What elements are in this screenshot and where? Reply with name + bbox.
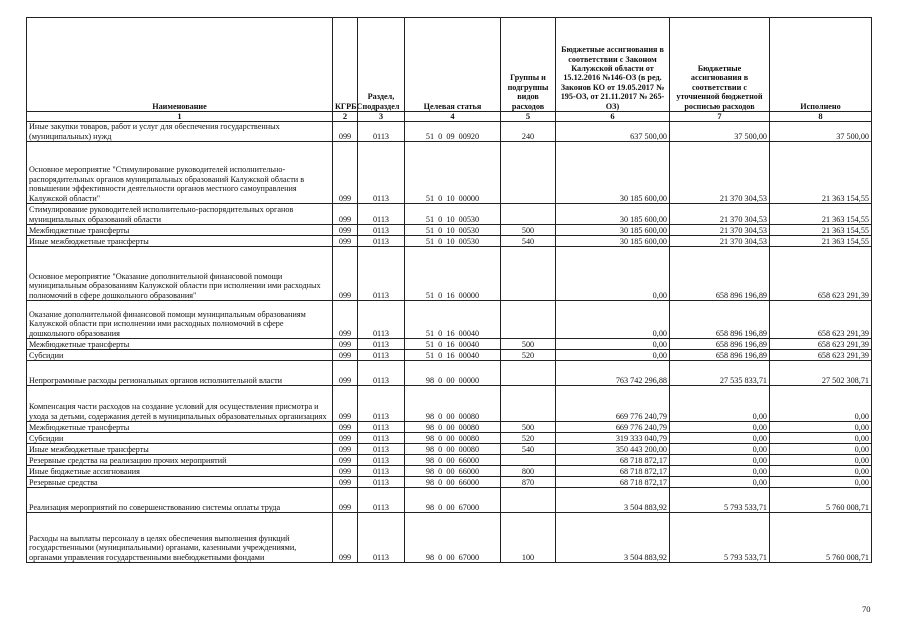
row-section: 0113	[358, 204, 405, 225]
row-roster-amount: 0,00	[670, 386, 770, 422]
row-roster-amount: 21 370 304,53	[670, 204, 770, 225]
row-section: 0113	[358, 444, 405, 455]
row-section: 0113	[358, 455, 405, 466]
table-row	[27, 301, 872, 339]
row-section: 0113	[358, 236, 405, 247]
row-executed-amount: 37 500,00	[770, 122, 872, 142]
row-roster-amount: 0,00	[670, 433, 770, 444]
column-number: 8	[770, 112, 872, 122]
row-target: 51 0 10 00530	[405, 225, 501, 236]
table-row	[27, 433, 872, 444]
row-group: 520	[501, 433, 556, 444]
row-law-amount: 637 500,00	[556, 122, 670, 142]
row-group: 500	[501, 422, 556, 433]
row-target: 98 0 00 00080	[405, 386, 501, 422]
row-target: 51 0 16 00040	[405, 339, 501, 350]
column-number: 2	[333, 112, 358, 122]
row-target: 51 0 10 00530	[405, 204, 501, 225]
row-group: 540	[501, 444, 556, 455]
row-ktrbs: 099	[333, 247, 358, 301]
row-group	[501, 455, 556, 466]
row-executed-amount: 658 623 291,39	[770, 350, 872, 361]
row-roster-amount: 21 370 304,53	[670, 225, 770, 236]
row-roster-amount: 658 896 196,89	[670, 350, 770, 361]
row-roster-amount: 0,00	[670, 466, 770, 477]
row-target: 98 0 00 67000	[405, 488, 501, 513]
row-ktrbs: 099	[333, 513, 358, 563]
header-target: Целевая статья	[405, 18, 501, 112]
row-executed-amount: 5 760 008,71	[770, 488, 872, 513]
table-row	[27, 422, 872, 433]
row-name: Основное мероприятие "Оказание дополнительной финансовой помощи муниципальным образованиям Калужской области при исполнении ими расходных полномочий в сфере дошкольного образования"	[27, 247, 333, 301]
row-executed-amount: 0,00	[770, 422, 872, 433]
row-executed-amount: 0,00	[770, 477, 872, 488]
column-number: 7	[670, 112, 770, 122]
row-section: 0113	[358, 386, 405, 422]
row-law-amount: 669 776 240,79	[556, 422, 670, 433]
row-law-amount: 319 333 040,79	[556, 433, 670, 444]
header-ktrbs: КГРБС	[333, 18, 358, 112]
row-section: 0113	[358, 225, 405, 236]
row-ktrbs: 099	[333, 122, 358, 142]
row-section: 0113	[358, 301, 405, 339]
header-row	[27, 18, 872, 112]
row-name: Основное мероприятие "Стимулирование руководителей исполнительно-распорядительных органов муниципальных образований Калужской области в повышении эффективности деятельности органов местного самоуправления Калужской области"	[27, 142, 333, 204]
row-group	[501, 142, 556, 204]
row-ktrbs: 099	[333, 455, 358, 466]
row-ktrbs: 099	[333, 386, 358, 422]
row-name: Субсидии	[27, 350, 333, 361]
row-group	[501, 361, 556, 386]
row-law-amount: 30 185 600,00	[556, 204, 670, 225]
row-ktrbs: 099	[333, 339, 358, 350]
table-row	[27, 122, 872, 142]
table-row	[27, 488, 872, 513]
row-section: 0113	[358, 513, 405, 563]
row-executed-amount: 658 623 291,39	[770, 247, 872, 301]
column-number: 4	[405, 112, 501, 122]
row-executed-amount: 0,00	[770, 444, 872, 455]
row-group: 540	[501, 236, 556, 247]
row-ktrbs: 099	[333, 466, 358, 477]
row-roster-amount: 21 370 304,53	[670, 236, 770, 247]
row-group	[501, 488, 556, 513]
row-name: Реализация мероприятий по совершенствованию системы оплаты труда	[27, 488, 333, 513]
row-executed-amount: 0,00	[770, 433, 872, 444]
row-group: 500	[501, 225, 556, 236]
row-name: Межбюджетные трансферты	[27, 422, 333, 433]
row-name: Субсидии	[27, 433, 333, 444]
row-executed-amount: 21 363 154,55	[770, 142, 872, 204]
header-section: Раздел, подраздел	[358, 18, 405, 112]
column-number: 1	[27, 112, 333, 122]
row-law-amount: 0,00	[556, 339, 670, 350]
row-law-amount: 30 185 600,00	[556, 225, 670, 236]
table-row	[27, 466, 872, 477]
row-roster-amount: 5 793 533,71	[670, 488, 770, 513]
row-executed-amount: 21 363 154,55	[770, 225, 872, 236]
row-name: Иные межбюджетные трансферты	[27, 444, 333, 455]
table-row	[27, 477, 872, 488]
row-name: Оказание дополнительной финансовой помощи муниципальным образованиям Калужской области при исполнении ими расходных полномочий в сфере дошкольного образования	[27, 301, 333, 339]
row-ktrbs: 099	[333, 142, 358, 204]
row-section: 0113	[358, 142, 405, 204]
row-law-amount: 68 718 872,17	[556, 477, 670, 488]
row-executed-amount: 658 623 291,39	[770, 301, 872, 339]
row-roster-amount: 27 535 833,71	[670, 361, 770, 386]
table-row	[27, 444, 872, 455]
row-executed-amount: 27 502 308,71	[770, 361, 872, 386]
row-target: 51 0 09 00920	[405, 122, 501, 142]
row-roster-amount: 0,00	[670, 477, 770, 488]
row-target: 98 0 00 00080	[405, 433, 501, 444]
column-number: 3	[358, 112, 405, 122]
row-law-amount: 3 504 883,92	[556, 488, 670, 513]
header-law-allocations: Бюджетные ассигнования в соответствии с Законом Калужской области от 15.12.2016 №146-ОЗ (в ред. Законов КО от 19.05.2017 № 195-ОЗ, от 21.11.2017 № 265-ОЗ)	[556, 18, 670, 112]
row-section: 0113	[358, 361, 405, 386]
row-roster-amount: 658 896 196,89	[670, 339, 770, 350]
row-ktrbs: 099	[333, 204, 358, 225]
row-section: 0113	[358, 477, 405, 488]
row-ktrbs: 099	[333, 444, 358, 455]
row-target: 98 0 00 66000	[405, 455, 501, 466]
row-name: Стимулирование руководителей исполнительно-распорядительных органов муниципальных образований области	[27, 204, 333, 225]
row-target: 51 0 16 00040	[405, 301, 501, 339]
row-group: 800	[501, 466, 556, 477]
table-row	[27, 247, 872, 301]
row-name: Резервные средства	[27, 477, 333, 488]
row-executed-amount: 0,00	[770, 466, 872, 477]
row-executed-amount: 21 363 154,55	[770, 236, 872, 247]
row-ktrbs: 099	[333, 236, 358, 247]
row-executed-amount: 0,00	[770, 455, 872, 466]
row-target: 98 0 00 66000	[405, 477, 501, 488]
row-section: 0113	[358, 122, 405, 142]
row-section: 0113	[358, 339, 405, 350]
row-roster-amount: 658 896 196,89	[670, 247, 770, 301]
table-row	[27, 204, 872, 225]
row-ktrbs: 099	[333, 488, 358, 513]
row-group	[501, 204, 556, 225]
row-target: 98 0 00 66000	[405, 466, 501, 477]
row-section: 0113	[358, 466, 405, 477]
row-target: 98 0 00 00080	[405, 444, 501, 455]
table-row	[27, 350, 872, 361]
row-executed-amount: 658 623 291,39	[770, 339, 872, 350]
row-law-amount: 68 718 872,17	[556, 466, 670, 477]
row-ktrbs: 099	[333, 301, 358, 339]
row-name: Межбюджетные трансферты	[27, 339, 333, 350]
row-law-amount: 30 185 600,00	[556, 236, 670, 247]
row-name: Резервные средства на реализацию прочих мероприятий	[27, 455, 333, 466]
row-group	[501, 247, 556, 301]
row-roster-amount: 5 793 533,71	[670, 513, 770, 563]
header-name: Наименование	[27, 18, 333, 112]
row-law-amount: 0,00	[556, 301, 670, 339]
row-roster-amount: 658 896 196,89	[670, 301, 770, 339]
row-name: Иные закупки товаров, работ и услуг для обеспечения государственных (муниципальных) нужд	[27, 122, 333, 142]
row-name: Иные бюджетные ассигнования	[27, 466, 333, 477]
header-executed: Исполнено	[770, 18, 872, 112]
row-group: 100	[501, 513, 556, 563]
row-executed-amount: 0,00	[770, 386, 872, 422]
row-law-amount: 350 443 200,00	[556, 444, 670, 455]
header-roster-allocations: Бюджетные ассигнования в соответствии с уточненной бюджетной росписью расходов	[670, 18, 770, 112]
table-row	[27, 361, 872, 386]
row-group	[501, 301, 556, 339]
row-target: 51 0 10 00530	[405, 236, 501, 247]
column-number: 5	[501, 112, 556, 122]
row-name: Межбюджетные трансферты	[27, 225, 333, 236]
row-ktrbs: 099	[333, 350, 358, 361]
row-name: Иные межбюджетные трансферты	[27, 236, 333, 247]
table-row	[27, 236, 872, 247]
table-row	[27, 142, 872, 204]
row-group: 240	[501, 122, 556, 142]
row-name: Расходы на выплаты персоналу в целях обеспечения выполнения функций государственными (муниципальными) органами, казенными учреждениями, органами управления государственными внебюджетными фондами	[27, 513, 333, 563]
row-roster-amount: 21 370 304,53	[670, 142, 770, 204]
table-row	[27, 513, 872, 563]
row-target: 51 0 16 00040	[405, 350, 501, 361]
row-target: 98 0 00 67000	[405, 513, 501, 563]
row-ktrbs: 099	[333, 433, 358, 444]
row-ktrbs: 099	[333, 422, 358, 433]
row-law-amount: 30 185 600,00	[556, 142, 670, 204]
header-groups: Группы и подгруппы видов расходов	[501, 18, 556, 112]
page-number: 70	[862, 604, 871, 614]
table-row	[27, 225, 872, 236]
row-executed-amount: 5 760 008,71	[770, 513, 872, 563]
row-section: 0113	[358, 350, 405, 361]
row-section: 0113	[358, 488, 405, 513]
row-section: 0113	[358, 247, 405, 301]
row-roster-amount: 0,00	[670, 455, 770, 466]
row-law-amount: 0,00	[556, 247, 670, 301]
table-row	[27, 455, 872, 466]
row-target: 51 0 16 00000	[405, 247, 501, 301]
row-group: 520	[501, 350, 556, 361]
row-roster-amount: 37 500,00	[670, 122, 770, 142]
row-roster-amount: 0,00	[670, 444, 770, 455]
row-law-amount: 669 776 240,79	[556, 386, 670, 422]
row-ktrbs: 099	[333, 477, 358, 488]
row-law-amount: 68 718 872,17	[556, 455, 670, 466]
row-group	[501, 386, 556, 422]
row-executed-amount: 21 363 154,55	[770, 204, 872, 225]
row-law-amount: 763 742 296,88	[556, 361, 670, 386]
row-roster-amount: 0,00	[670, 422, 770, 433]
row-target: 98 0 00 00000	[405, 361, 501, 386]
row-law-amount: 3 504 883,92	[556, 513, 670, 563]
row-target: 98 0 00 00080	[405, 422, 501, 433]
row-group: 870	[501, 477, 556, 488]
row-ktrbs: 099	[333, 361, 358, 386]
row-section: 0113	[358, 422, 405, 433]
row-law-amount: 0,00	[556, 350, 670, 361]
column-number-row	[27, 112, 872, 122]
row-name: Компенсация части расходов на создание условий для осуществления присмотра и ухода за детьми, содержания детей в муниципальных образовательных организациях	[27, 386, 333, 422]
budget-table	[26, 17, 872, 563]
column-number: 6	[556, 112, 670, 122]
row-ktrbs: 099	[333, 225, 358, 236]
table-row	[27, 386, 872, 422]
row-target: 51 0 10 00000	[405, 142, 501, 204]
row-section: 0113	[358, 433, 405, 444]
table-row	[27, 339, 872, 350]
row-group: 500	[501, 339, 556, 350]
row-name: Непрограммные расходы региональных органов исполнительной власти	[27, 361, 333, 386]
